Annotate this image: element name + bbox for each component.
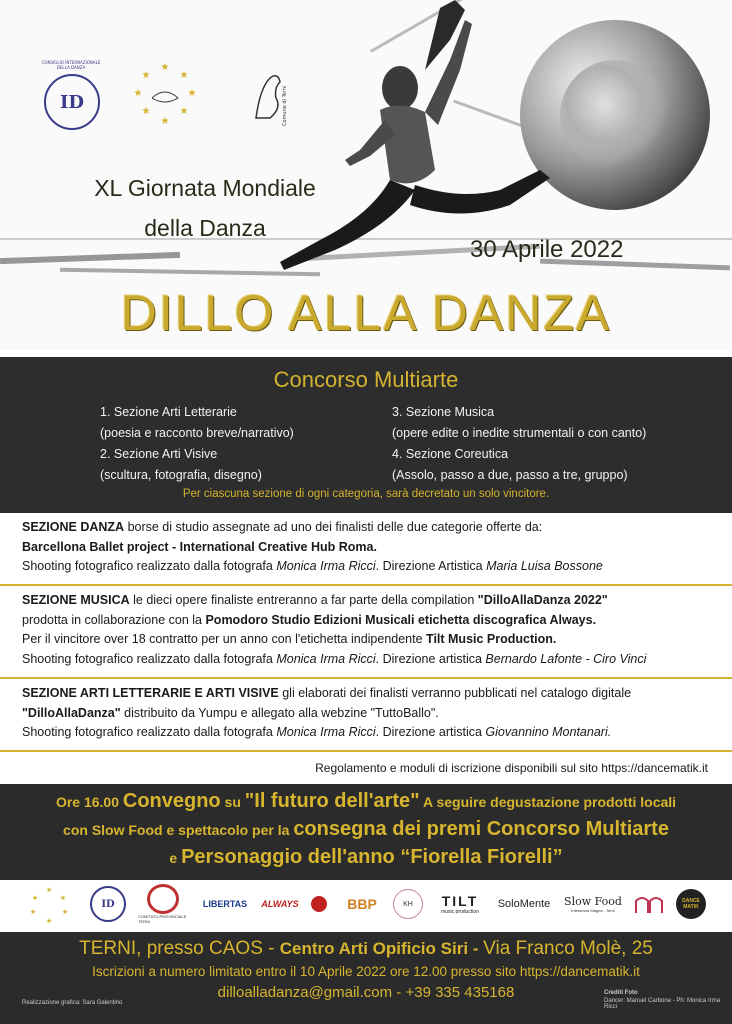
always-logo: ALWAYS [261,899,299,909]
event-connector: e [169,850,182,866]
divider [0,750,732,752]
concorso-title: Concorso Multiarte [273,367,459,392]
concorso-note: Per ciascuna sezione di ogni categoria, sarà decretato un solo vincitore. [182,488,550,500]
svg-text:★: ★ [179,106,189,117]
photographer-name: Monica Irma Ricci [276,651,376,666]
dancematik-logo [674,884,708,924]
cid-logo-caption: CONSIGLIO INTERNAZIONALE DELLA DANZA [41,60,101,70]
slowfood-text: Slow Food [564,895,622,908]
svg-text:★: ★ [133,88,143,99]
venue-name: Centro Arti Opificio Siri - [279,939,484,958]
arti-line2: distribuito da Yumpu e allegato alla webzine "TuttoBallo". [120,705,439,720]
main-title: DILLO ALLA DANZA [120,285,612,341]
compilation-name: "DilloAllaDanza 2022" [477,593,608,607]
contact-line[interactable]: dilloalladanza@gmail.com - +39 335 435168 [217,984,515,1001]
svg-text:★: ★ [141,70,151,81]
musica-line4: . Direzione artistica [375,651,486,666]
event-title-line2: della Danza [144,215,266,241]
tilt-caption: music production [441,909,479,915]
event-line1 [0,790,732,813]
sections-left [100,402,294,486]
section-item: (scultura, fotografia, disegno) [100,468,262,482]
photographer-name: Monica Irma Ricci [276,725,376,739]
sezione-danza [22,518,714,577]
tilt-name: Tilt Music Production. [426,632,557,646]
stars-logo [130,58,200,128]
danza-line1: borse di studio assegnate ad uno dei finalisti delle due categorie offerte da: [124,520,543,534]
divider [0,584,732,586]
section-item: 1. Sezione Arti Letterarie [100,405,237,419]
musica-head: SEZIONE MUSICA [22,593,130,607]
cid-sponsor-logo: ID [88,884,128,924]
sezione-arti [22,684,714,743]
danza-head: SEZIONE DANZA [22,520,125,534]
section-item: 2. Sezione Arti Visive [100,447,218,461]
svg-text:★: ★ [45,887,53,894]
regolamento-link[interactable]: Regolamento e moduli di iscrizione disponibili sul sito https://dancematik.it [315,761,708,775]
personaggio-text: Personaggio dell'anno “Fiorella Fiorelli” [181,846,563,868]
svg-text:★: ★ [141,106,151,117]
danza-line2: Barcellona Ballet project - International Creative Hub Roma. [22,539,377,554]
event-title-line1: XL Giornata Mondiale [94,175,316,201]
event-line3 [0,846,732,869]
venue-line [0,938,732,960]
venue-address: Via Franco Molè, 25 [483,938,653,959]
section-item: (Assolo, passo a due, passo a tre, gruppo) [392,468,628,482]
event-line2 [0,818,732,841]
svg-text:★: ★ [59,895,67,902]
coni-logo [138,884,188,924]
terni-comune-caption: Comune di Terni [282,85,288,126]
label-name: Pomodoro Studio Edizioni Musicali etichetta discografica Always. [205,612,597,627]
photo-credit: Dancer: Manuel Carbone - Ph: Monica Irma Ricci [604,998,721,1010]
arti-line3: . Direzione artistica [375,725,486,739]
section-item: (opere edite o inedite strumentali o con canto) [392,426,647,440]
director-name: Bernardo Lafonte - Ciro Vinci [485,651,647,666]
tilt-logo-text: TILT [441,893,479,909]
ink-splash [0,252,180,264]
comitato-caption: COMITATO PROVINCIALE TERNI [138,914,187,924]
svg-text:★: ★ [29,909,37,916]
danza-line3: Shooting fotografico realizzato dalla fotografa [22,559,277,573]
event-time: Ore 16.00 [55,794,123,810]
tilt-logo [432,884,488,924]
director-name: Giovannino Montanari. [485,725,612,739]
section-item: 3. Sezione Musica [392,405,495,419]
musica-line1: le dieci opere finaliste entreranno a far parte della compilation [129,593,478,607]
slow-food-text: con Slow Food e spettacolo per la [63,822,294,838]
dancematik-logo-text: DANCE MATIK [676,889,706,919]
slowfood-caption: Interamna Magna - Terni [571,908,615,913]
svg-text:★: ★ [179,70,189,81]
convegno-topic: "Il futuro dell'arte" [244,790,420,812]
solomente-logo: SoloMente [497,898,551,910]
sections-right [392,402,646,486]
section-item: 4. Sezione Coreutica [392,447,509,461]
premi-text: consegna dei premi Concorso Multiarte [293,818,669,840]
svg-text:★: ★ [160,116,170,127]
photographer-name: Monica Irma Ricci [276,559,376,573]
arti-head: SEZIONE ARTI LETTERARIE E ARTI VISIVE [22,686,279,700]
svg-text:★: ★ [45,918,53,924]
sezione-musica [22,591,714,669]
slowfood-logo [560,884,626,924]
event-connector: su [220,794,245,810]
event-date: 30 Aprile 2022 [470,236,624,263]
svg-text:★: ★ [31,895,39,902]
cid-logo: ID [44,74,100,130]
kh-logo [390,884,426,924]
libertas-logo: LIBERTAS [202,899,248,909]
graphics-credit: Realizzazione grafica: Sara Galentino [22,1000,123,1006]
svg-text:★: ★ [61,909,69,916]
kh-logo-text: KH [393,889,423,919]
photo-credit-title: Crediti Foto [604,990,638,996]
arti-line3: Shooting fotografico realizzato dalla fotografa [22,725,277,739]
musica-line4: Shooting fotografico realizzato dalla fotografa [22,651,277,666]
svg-text:★: ★ [187,88,197,99]
caos-logo [632,884,668,924]
catalog-name: "DilloAllaDanza" [22,705,121,720]
bbp-logo: BBP [347,896,377,912]
danza-line3: . Direzione Artistica [375,559,487,573]
header-artwork [0,0,732,350]
svg-text:★: ★ [160,62,170,73]
stars-sponsor-logo [24,884,74,924]
musica-line2: prodotta in collaborazione con la [22,612,206,627]
convegno-label: Convegno [122,790,221,812]
pomodoro-logo [304,884,334,924]
degustazione-text: A seguire degustazione prodotti locali [419,794,677,810]
arti-line1: gli elaborati dei finalisti verranno pubblicati nel catalogo digitale [278,686,632,700]
section-item: (poesia e racconto breve/narrativo) [100,426,294,440]
event-title [70,168,340,248]
iscrizioni-line: Iscrizioni a numero limitato entro il 10 Aprile 2022 ore 12.00 presso sito https://dancematik.it [92,964,640,979]
divider [0,677,732,679]
venue-city: TERNI, presso CAOS - [79,938,280,959]
musica-line3: Per il vincitore over 18 contratto per un anno con l'etichetta indipendente [22,632,427,646]
director-name: Maria Luisa Bossone [486,559,603,573]
